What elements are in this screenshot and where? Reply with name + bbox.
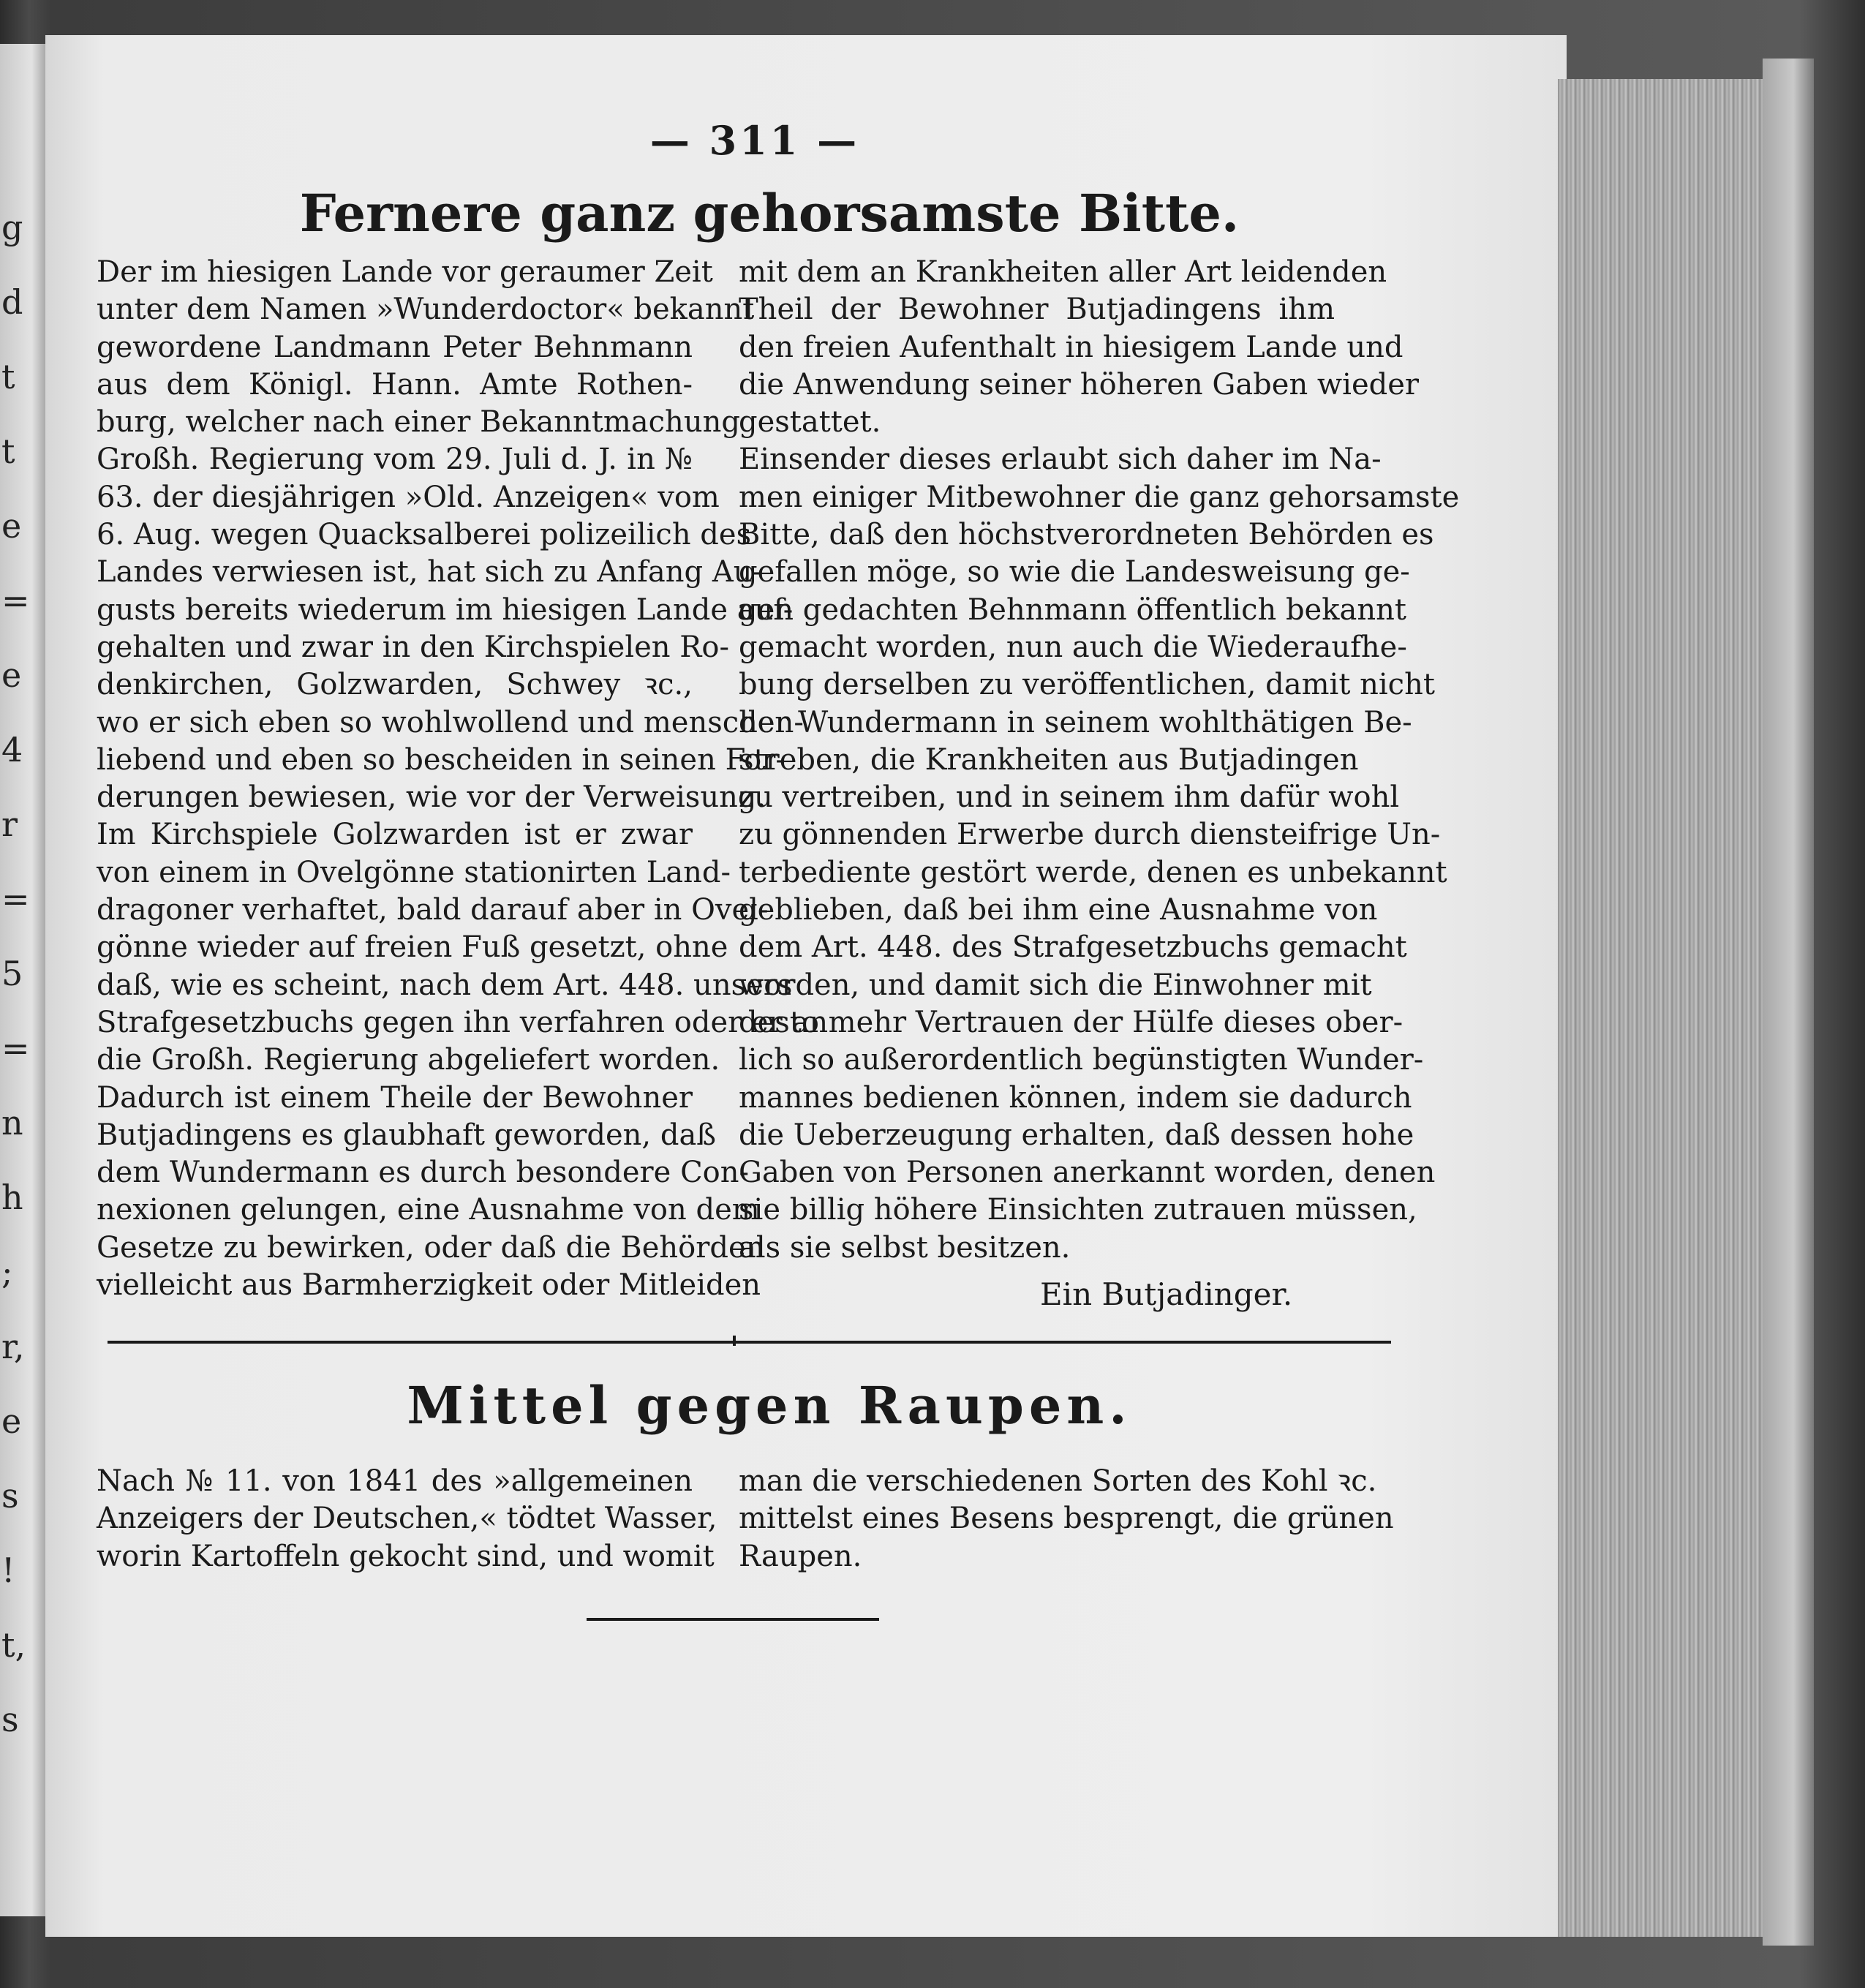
text-line: der Wundermann in seinem wohlthätigen Be- (739, 705, 1412, 739)
text-line: terbediente gestört werde, denen es unbekannt (739, 855, 1447, 889)
text-line: mannes bedienen können, indem sie dadurch (739, 1080, 1412, 1115)
left-page-bleed-text: g d t t e = e 4 r = 5 = n h ; r, e s ! t, s (1, 208, 30, 1739)
text-line: gehalten und zwar in den Kirchspielen Ro- (97, 630, 729, 664)
text-line: Butjadingens es glaubhaft geworden, daß (97, 1118, 717, 1152)
text-line: aus dem Königl. Hann. Amte Rothen- (97, 367, 693, 402)
section-divider (108, 1341, 1391, 1344)
article-2-column-1 (97, 1463, 717, 1575)
text-line: geblieben, daß bei ihm eine Ausnahme von (739, 893, 1378, 927)
text-line: Einsender dieses erlaubt sich daher im Na- (739, 443, 1382, 477)
text-line: gewordene Landmann Peter Behnmann (97, 330, 693, 364)
text-line: nexionen gelungen, eine Ausnahme von dem (97, 1193, 760, 1227)
text-line: sie billig höhere Einsichten zutrauen müssen, (739, 1193, 1417, 1227)
article-title-raupen: Mittel gegen Raupen. (407, 1375, 1132, 1436)
signature: Ein Butjadinger. (1040, 1276, 1293, 1312)
text-line: gönne wieder auf freien Fuß gesetzt, ohne (97, 930, 728, 965)
text-line: mittelst eines Besens besprengt, die grünen (739, 1502, 1394, 1536)
page-number: — 311 — (649, 117, 860, 164)
book-cover-edge (1763, 59, 1814, 1946)
text-line: als sie selbst besitzen. (739, 1230, 1071, 1265)
text-line: Dadurch ist einem Theile der Bewohner (97, 1080, 693, 1115)
article-title-bitte: Fernere ganz gehorsamste Bitte. (299, 183, 1240, 244)
text-line: Strafgesetzbuchs gegen ihn verfahren oder er an (97, 1005, 829, 1039)
text-line: gemacht worden, nun auch die Wiederaufhe- (739, 630, 1407, 664)
text-line: dem Wundermann es durch besondere Con- (97, 1156, 750, 1190)
text-line: Großh. Regierung vom 29. Juli d. J. in № (97, 443, 693, 477)
text-line: Der im hiesigen Lande vor geraumer Zeit (97, 255, 713, 289)
text-line: gusts bereits wiederum im hiesigen Lande auf- (97, 592, 794, 627)
divider-tick (733, 1336, 736, 1346)
text-line: unter dem Namen »Wunderdoctor« bekannt (97, 293, 755, 327)
text-line: Nach № 11. von 1841 des »allgemeinen (97, 1464, 693, 1498)
text-line: gestattet. (739, 405, 881, 440)
text-line: zu vertreiben, und in seinem ihm dafür wohl (739, 780, 1400, 815)
text-line: desto mehr Vertrauen der Hülfe dieses ober- (739, 1005, 1404, 1039)
text-line: bung derselben zu veröffentlichen, damit nicht (739, 668, 1435, 702)
end-rule (587, 1618, 879, 1621)
text-line: Theil der Bewohner Butjadingens ihm (739, 293, 1335, 327)
text-line: burg, welcher nach einer Bekanntmachung (97, 405, 740, 440)
text-line: lich so außerordentlich begünstigten Wunder- (739, 1043, 1424, 1077)
text-line: gen gedachten Behnmann öffentlich bekannt (739, 592, 1406, 627)
text-line: Gaben von Personen anerkannt worden, denen (739, 1156, 1436, 1190)
article-2-column-2 (739, 1463, 1394, 1575)
text-line: Im Kirchspiele Golzwarden ist er zwar (97, 818, 693, 852)
text-line: dragoner verhaftet, bald darauf aber in Ovel- (97, 893, 769, 927)
text-line: die Großh. Regierung abgeliefert worden. (97, 1043, 720, 1077)
text-line: derungen bewiesen, wie vor der Verweisung. (97, 780, 766, 815)
text-line: daß, wie es scheint, nach dem Art. 448. unsers (97, 968, 793, 1002)
text-line: liebend und eben so bescheiden in seinen For- (97, 742, 785, 777)
text-line: denkirchen, Golzwarden, Schwey ꝛc., (97, 668, 693, 702)
text-line: vielleicht aus Barmherzigkeit oder Mitleiden (97, 1268, 761, 1303)
text-line: Landes verwiesen ist, hat sich zu Anfang Au- (97, 555, 762, 590)
text-line: Anzeigers der Deutschen,« tödtet Wasser, (97, 1502, 717, 1536)
text-line: worin Kartoffeln gekocht sind, und womit (97, 1539, 715, 1573)
text-line: zu gönnenden Erwerbe durch diensteifrige Un- (739, 818, 1441, 852)
text-line: man die verschiedenen Sorten des Kohl ꝛc. (739, 1464, 1377, 1498)
text-line: Raupen. (739, 1539, 862, 1573)
text-line: Bitte, daß den höchstverordneten Behörden es (739, 518, 1434, 552)
text-line: wo er sich eben so wohlwollend und menschen- (97, 705, 804, 739)
text-line: worden, und damit sich die Einwohner mit (739, 968, 1372, 1002)
text-line: dem Art. 448. des Strafgesetzbuchs gemacht (739, 930, 1407, 965)
article-1-column-2 (739, 254, 1460, 1267)
text-line: mit dem an Krankheiten aller Art leidenden (739, 255, 1387, 289)
text-line: 63. der diesjährigen »Old. Anzeigen« vom (97, 480, 720, 514)
text-line: Gesetze zu bewirken, oder daß die Behörden (97, 1230, 765, 1265)
text-line: 6. Aug. wegen Quacksalberei polizeilich des (97, 518, 752, 552)
text-line: men einiger Mitbewohner die ganz gehorsamste (739, 480, 1460, 514)
text-line: von einem in Ovelgönne stationirten Land- (97, 855, 731, 889)
page-content (45, 0, 1567, 1988)
text-line: den freien Aufenthalt in hiesigem Lande und (739, 330, 1404, 364)
text-line: die Anwendung seiner höheren Gaben wieder (739, 367, 1420, 402)
text-line: die Ueberzeugung erhalten, daß dessen hohe (739, 1118, 1414, 1152)
text-line: streben, die Krankheiten aus Butjadingen (739, 742, 1359, 777)
text-line: gefallen möge, so wie die Landesweisung ge- (739, 555, 1410, 590)
